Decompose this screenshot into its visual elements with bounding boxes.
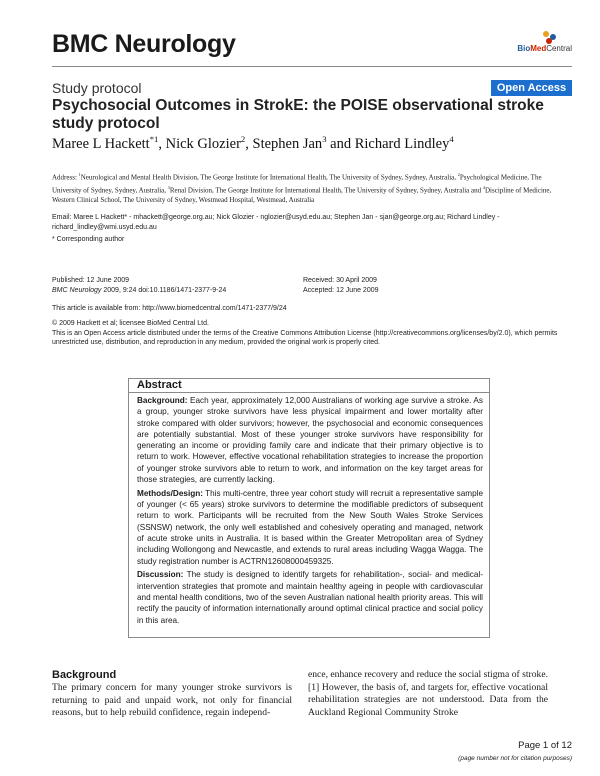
author-name[interactable]: Maree L Hackett: [52, 135, 150, 152]
affiliations: [52, 170, 572, 205]
affil-num: 1: [78, 172, 81, 177]
received-date: Received: 30 April 2009: [303, 277, 377, 284]
citation: [52, 286, 312, 296]
author-emails[interactable]: Email: Maree L Hackett* - mhackett@george.org.au; Nick Glozier - nglozier@usyd.edu.au; Stephen Jan - sjan@george.org.au; Richard Lindley - richard_lindley@wmi.usyd.edu.au: [52, 214, 500, 231]
page-number-note: (page number not for citation purposes): [458, 755, 572, 762]
abstract-box: [128, 378, 490, 638]
body-column-1: The primary concern for many younger stroke survivors is returning to paid and unpaid work, not only for financial reasons, but to help rebuild confidence, regain independ-: [52, 682, 292, 719]
abstract-divider: [129, 392, 489, 393]
section-text: The study is designed to identify targets for rehabilitation-, social- and medical-intervention strategies that promote and maintain healthy ageing in people with cardiovascular and mental health conditions, two of the seven Australian national health priority areas. This will rectify the paucity of information internationally around optimal clinical practice and social policy in this area.: [137, 570, 483, 625]
license-text[interactable]: This is an Open Access article distributed under the terms of the Creative Commons Attribution License (http://creativecommons.org/licenses/by/2.0), which permits unrestricted use, distribution, and reproduction in any medium, provided the original work is properly cited.: [52, 329, 558, 347]
logo-dot: [543, 31, 549, 37]
abstract-body: [137, 395, 483, 628]
abstract-section: [137, 488, 483, 567]
affil-num: 3: [167, 184, 170, 190]
author-list: [52, 134, 454, 153]
publisher-logo-text: [476, 44, 572, 53]
page-number: Page 1 of 12: [518, 740, 572, 751]
logo-bio: Bio: [517, 44, 531, 53]
author-sep: and: [326, 135, 355, 152]
author-sep: ,: [158, 135, 166, 152]
author-affil: 2: [240, 134, 246, 144]
affil-text: Renal Division, The George Institute for International Health, The University of Sydney, Sydney, Australia and: [169, 186, 483, 195]
section-text: This multi-centre, three year cohort study will recruit a representative sample of younger (< 65 years) stroke survivors to determine the modifiable predictors of subsequent return to work. Participants will be recruited from the New South Wales Stroke Services (SSNSW) network, the only well established and cohesively operating and managed, network of acute stroke units in Australia. It is based within the Greater Metropolitan area of Sydney including Wollongong and Newcastle, and extends to rural areas including Wagga Wagga. The study registration number is ACTRN12608000459325.: [137, 488, 483, 566]
section-label: Methods/Design:: [137, 488, 203, 498]
section-label: Discussion:: [137, 570, 184, 580]
author-name[interactable]: Nick Glozier: [165, 135, 241, 152]
publication-info: [52, 276, 312, 295]
copyright-block: [52, 319, 572, 348]
affil-text: Neurological and Mental Health Division, The George Institute for International Health, The University of Sydney, Sydney, Australia,: [80, 173, 458, 182]
logo-central: Central: [546, 44, 572, 53]
review-dates: [303, 276, 503, 295]
citation-journal: BMC Neurology: [52, 286, 102, 294]
affil-text: Discipline of Medicine, Western Clinical School, The University of Sydney, Westmead Hospital, Westmead, Australia: [52, 186, 552, 204]
background-heading: Background: [52, 669, 117, 681]
article-type: Study protocol: [52, 80, 142, 96]
affil-num: 4: [482, 184, 485, 190]
published-date: Published: 12 June 2009: [52, 277, 130, 284]
open-access-badge[interactable]: Open Access: [491, 80, 572, 96]
author-name[interactable]: Richard Lindley: [354, 135, 450, 152]
citation-rest: 2009, 9:24 doi:10.1186/1471-2377-9-24: [101, 286, 227, 294]
author-name[interactable]: Stephen Jan: [252, 135, 323, 152]
article-title: Psychosocial Outcomes in StrokE: the POISE observational stroke study protocol: [52, 97, 544, 132]
article-url[interactable]: This article is available from: http://www.biomedcentral.com/1471-2377/9/24: [52, 305, 287, 312]
body-column-2: ence, enhance recovery and reduce the social stigma of stroke.[1] However, the basis of, and targets for, effective vocational rehabilitation strategies are not understood. Data from the Auckland Regional Community Stroke: [308, 669, 548, 718]
accepted-date: Accepted: 12 June 2009: [303, 286, 379, 294]
abstract-section: [137, 395, 483, 485]
corresponding-note: * Corresponding author: [52, 236, 125, 243]
section-label: Background:: [137, 396, 188, 405]
author-affil: 3: [322, 134, 327, 144]
affil-num: 2: [457, 172, 460, 177]
section-text: Each year, approximately 12,000 Australians of working age survive a stroke. As a group, younger stroke survivors have less physical impairment and lower mortality after stroke compared with older survivors; however, the psychosocial and economic consequences are potentially substantial. Most of these younger stroke survivors have responsibility for generating an income or providing family care and indicate that their primary objective is to return to work. However, effective vocational rehabilitation strategies to increase the proportion of younger stroke survivors able to return to work, and information on the key target areas for those strategies, are currently lacking.: [137, 396, 483, 485]
abstract-section: [137, 569, 483, 625]
header-divider: [52, 66, 572, 67]
author-affil: *1: [149, 134, 159, 144]
author-sep: ,: [245, 135, 253, 152]
abstract-heading: Abstract: [137, 379, 182, 391]
logo-med: Med: [530, 44, 547, 53]
affil-text: Psychological Medicine, The University of Sydney, Sydney, Australia,: [52, 173, 542, 195]
journal-title: BMC Neurology: [52, 30, 236, 58]
author-affil: 4: [449, 134, 454, 144]
address-label: Address:: [52, 173, 79, 182]
copyright: © 2009 Hackett et al; licensee BioMed Central Ltd.: [52, 320, 209, 327]
